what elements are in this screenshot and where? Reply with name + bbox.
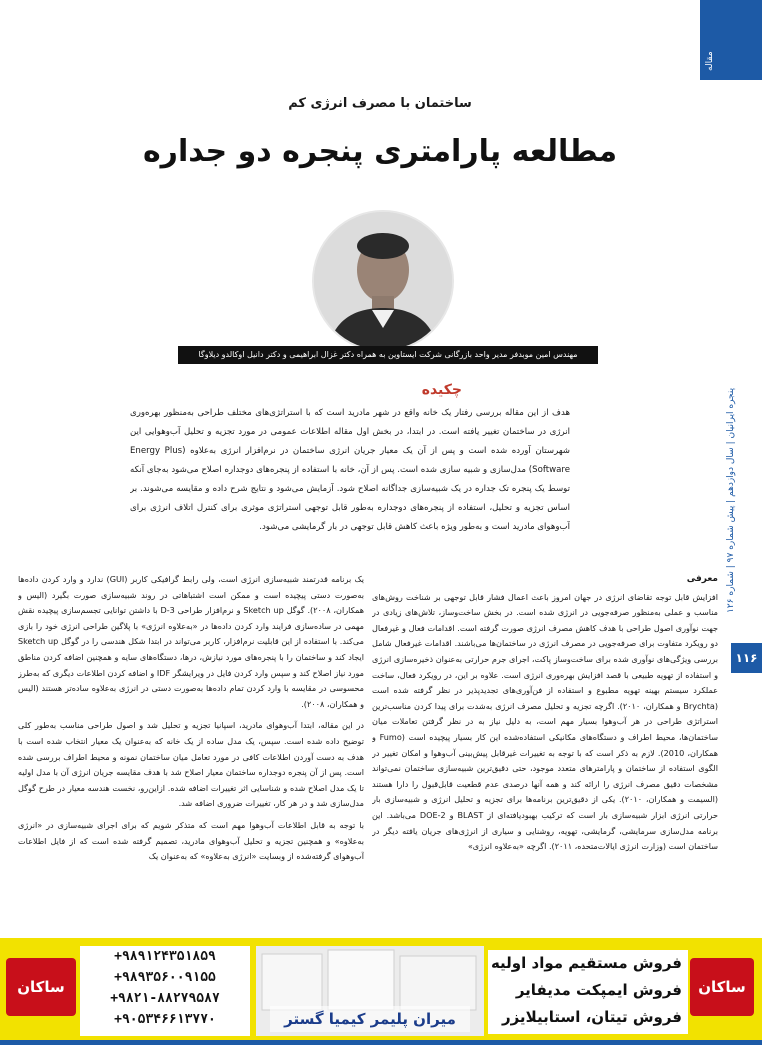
abstract-heading: چکیده — [421, 382, 462, 398]
ad-brand: میران پلیمر کیمیا گستر — [270, 1006, 470, 1032]
kicker: ساختمان با مصرف انرژی کم — [288, 96, 472, 111]
abstract-body: هدف از این مقاله بررسی رفتار یک خانه واقع در شهر مادرید است که با استراتژی‌های مختلف طراحی به‌منظور بهره‌وری انرژی در ساختمان تغییر یافته است. در ابتدا، در بخش اول مقاله اطلاعات عمومی در مورد تجزیه و تحلیل آب‌وهوایی این شهرستان آورده شده است و پس از آن یک معیار جریان انرژی ساختمان در نرم‌افزار انرژی به‌علاوه (Energy Plus Software) مدل‌سازی و شبیه سازی شده است. پس از آن، خانه با استفاده از پنجره‌های دوجداره اصلاح می‌شود به‌جای آنکه توسط یک پنجره تک جداره در یک شبیه‌سازی جداگانه اصلاح شود. آزمایش می‌شود و نتایج شرح داده و مقایسه می‌شوند. بر اساس تجزیه و تحلیل، استفاده از پنجره‌های دوجداره به‌طور قابل توجهی استراتژی موثری برای کنترل اتلاف انرژی برای آب‌وهوای مادرید است و به‌طور ویژه باعث کاهش قابل توجهی در بار گرمایشی می‌شود. — [130, 408, 570, 532]
body-paragraph-2: در این مقاله، ابتدا آب‌وهوای مادرید، اسپانیا تجزیه و تحلیل شد و اصول طراحی مناسب به‌طور کلی توضیح داده شده است. سپس، یک مدل ساده از یک خانه که به‌عنوان یک معیار انتخاب شده است با هدف به دست آوردن اطلاعات کافی در مورد تعامل میان ساختمان نمونه و محیط اطراف بررسی شده است. پس از آن پنجره دوجداره ساختمان معیار اصلاح شد با هدف مقایسه جریان انرژی آن با مدل اولیه تا یک مدل اصلاح شده و شناسایی اثر تغییرات اضافه شده. ازاین‌رو، نخست هندسه معیار در طرح گوگل مدل‌سازی شد و در هر کار، تغییرات ضروری اضافه شد. — [18, 720, 364, 809]
column-left — [18, 572, 364, 942]
ad-logo-right: ساکان — [690, 958, 754, 1016]
section-label: مقاله — [705, 51, 715, 71]
ad-service-line: فروش مستقیم مواد اولیه — [490, 954, 682, 972]
journal-info: پنجره ایرانیان | سال دوازدهم | پیش شماره ۹۷ | شماره ۱۲۶ — [726, 387, 736, 613]
ad-phone: +۹۸۹۱۲۴۳۵۱۸۵۹ — [114, 949, 216, 964]
ad-phone: +۹۰۵۳۴۶۶۱۳۷۷۰ — [114, 1012, 216, 1027]
ad-logo-left: ساکان — [6, 958, 76, 1016]
column-right — [372, 572, 718, 942]
ad-service-line: فروش ایمپکت مدیفایر — [515, 981, 682, 999]
ad-service-line: فروش تیتان، استابیلایزر — [501, 1008, 682, 1026]
author-portrait — [312, 210, 454, 352]
ad-services — [488, 950, 688, 1034]
photo-caption: مهندس امین موبدفر مدیر واحد بازرگانی شرکت ایستاوین به همراه دکتر غزال ابراهیمی و دکتر دانیل اوکالدو دیلاوگا — [178, 346, 598, 364]
body-paragraph-3: با توجه به قابل اطلاعات آب‌وهوا مهم است که متذکر شویم که برای اجرای شبیه‌سازی در «انرژی به‌علاوه» و همچنین تجزیه و تحلیل آب‌وهوای مادرید، تصمیم گرفته شده است که از فایل اطلاعات آب‌وهوای گرفته‌شده از وبسایت «انرژی به‌علاوه» که به‌عنوان یک — [18, 819, 364, 862]
page-number: ۱۱۶ — [731, 643, 762, 673]
ad-phone: +۹۸۲۱-۸۸۲۷۹۵۸۷ — [110, 991, 220, 1006]
ad-phone-list — [80, 946, 250, 1036]
bottom-rule — [0, 1040, 762, 1045]
ad-phone: +۹۸۹۳۵۶۰۰۹۱۵۵ — [114, 970, 216, 985]
intro-paragraph: افزایش قابل توجه تقاضای انرژی در جهان امروز باعث اعمال فشار قابل توجهی بر شناخت روش‌های مناسب و عملی به‌منظور صرفه‌جویی در انرژی شده است. در بخش ساخت‌وساز، تلاش‌های زیادی در جهت نوآوری اصول طراحی با هدف کاهش مصرف انرژی صورت گرفته است. اقدامات فعال و غیرفعال دو رویکرد متفاوت برای صرفه‌جویی در مصرف انرژی در ساختمان‌ها می‌باشند. اقدامات غیرفعال شامل بررسی ویژگی‌های نوآوری شده برای ساخت‌وساز پاکت، اجرای جرم حرارتی به‌عنوان ذخیره‌سازی انرژی و استفاده از تهویه طبیعی با قصد افزایش بهره‌وری انرژی است. علاوه بر این، در رویکرد فعال، ساخت عملکرد سیستم بهینه تهویه مطبوع و استفاده از فن‌آوری‌های تجدیدپذیر در نظر گرفته شده است (Brychta و همکاران، ۲۰۱۰). اگرچه تجزیه و تحلیل مصرف انرژی به‌شدت برای پیدا کردن مناسب‌ترین استراتژی طراحی در هر آب‌وهوا بسیار مهم است، به دلیل نیاز به در نظر گرفتن تعاملات میان ساختمان‌ها، محیط اطراف و دستگاه‌های مکانیکی استفاده‌شده این کار بسیار پیچیده است (Fumo و همکاران، 2010). لازم به ذکر است که با توجه به تغییرات غیرقابل پیش‌بینی آب‌وهوا و امکان تغییر در الگوی استفاده از ساختمان و پارامترهای متعدد موجود، حتی دقیق‌ترین شبیه‌سازی ساختمان نمی‌تواند مشخصات دقیق مصرف انرژی را ارائه کند و همه آنها درصدی عدم قطعیت قابل‌قبول را دارا هستند (السیمت و همکاران، ۲۰۱۰). یکی از دقیق‌ترین برنامه‌ها برای تجزیه و تحلیل انرژی و شبیه‌سازی بار حرارتی انرژی ابزار شبیه‌سازی بار است که ترکیب بهبودیافته‌ای از BLAST و DOE-2 می‌باشد. این برنامه مدل‌سازی سرمایشی، گرمایشی، تهویه، روشنایی و سیاری از انرژی‌های جریان یافته دیگر در ساختمان است (وزارت انرژی ایالات‌متحده، ۲۰۱۱). اگرچه «به‌علاوه انرژی» — [372, 591, 718, 852]
article-title: مطالعه پارامتری پنجره دو جداره — [142, 134, 618, 169]
portrait-image — [314, 212, 452, 350]
body-paragraph-1: یک برنامه قدرتمند شبیه‌سازی انرژی است، ولی رابط گرافیکی کاربر (GUI) ندارد و وارد کردن داده‌ها به‌صورت دستی پیچیده است و ممکن است اشتباهاتی در روند شبیه‌سازی صورت بگیرد (الیس و همکاران، ۲۰۰۸). گوگل Sketch up و نرم‌افزار طراحی 3-D با داشتن توانایی تجسم‌سازی پیچیده نقش مهمی در ساده‌سازی فرایند وارد کردن داده‌ها در «به‌علاوه انرژی» با پلاگین طراحی انرژی خود را بازی می‌کند. با استفاده از این قابلیت نرم‌افزار، کاربر می‌تواند در ابتدا شکل هندسی را در گوگل Sketch up ایجاد کند و ساختمان را با پنجره‌های مورد نیازش، درها، دستگاه‌های سایه و همچنین اضافه کردن مناطق مورد نیاز اصلاح کند و سپس وارد کردن فایل در ویرایشگر IDF و اضافه کردن اطلاعات دیگری که به‌طرز محسوسی در مقایسه با وارد کردن تمام داده‌ها به‌صورت دستی در انرژی به‌علاوه ساده‌تر هستند (الیس و همکاران، ۲۰۰۸). — [18, 574, 364, 709]
intro-heading: معرفی — [686, 574, 718, 584]
